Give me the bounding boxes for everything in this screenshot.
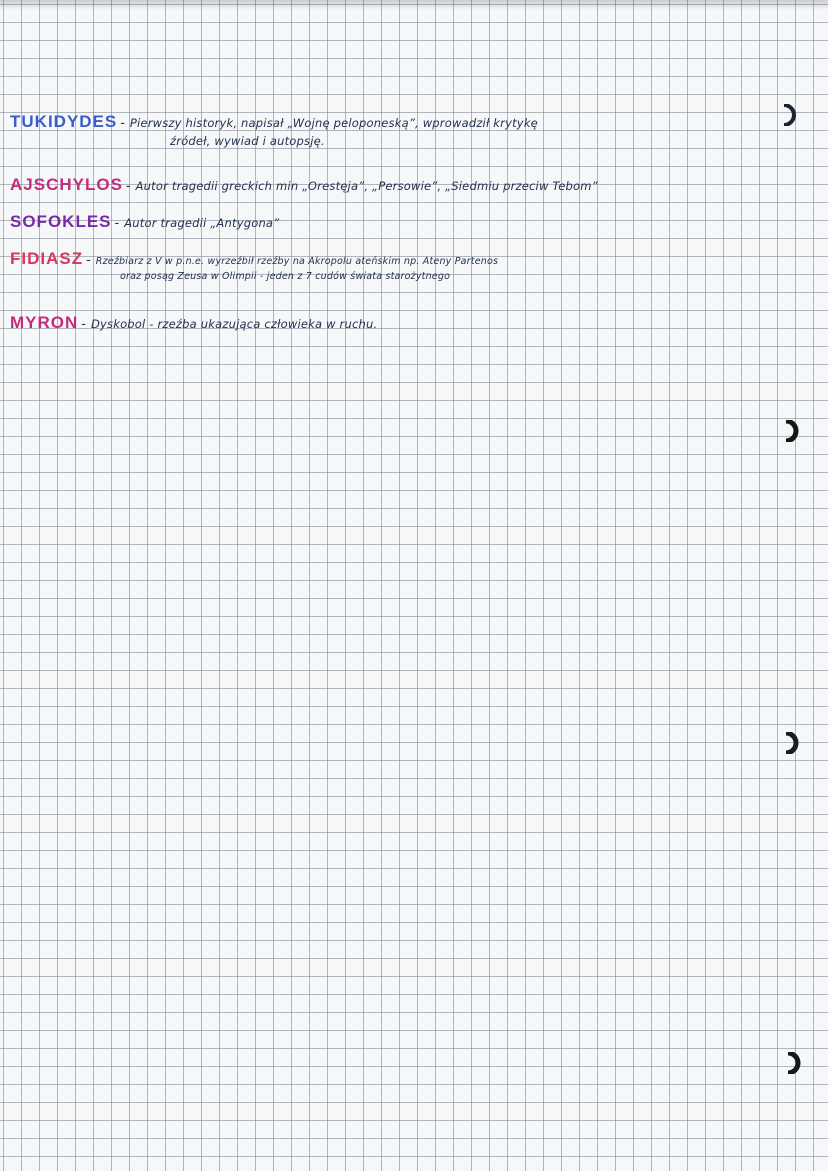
binder-hole-1 — [782, 104, 800, 126]
description-continuation: źródeł, wywiad i autopsję. — [170, 134, 325, 148]
description-line: Dyskobol - rzeźba ukazująca człowieka w ruchu. — [90, 317, 378, 331]
description-line: Autor tragedii greckich min „Orestęja”, „Persowie”, „Siedmiu przeciw Tebom” — [135, 179, 598, 193]
term-fidiasz: FIDIASZ — [10, 249, 84, 268]
term-dash: - — [114, 214, 120, 230]
description-line: Autor tragedii „Antygona” — [124, 216, 280, 230]
note-ajschylos — [10, 175, 598, 195]
term-ajschylos: AJSCHYLOS — [10, 175, 123, 194]
binder-hole-3 — [784, 732, 802, 754]
binder-hole-4 — [786, 1052, 804, 1074]
note-sofokles — [10, 212, 279, 232]
note-fidiasz — [10, 249, 498, 269]
description-line: Pierwszy historyk, napisał „Wojnę peloponeską”, wprowadził krytykę — [129, 116, 538, 130]
term-tukidydes: TUKIDYDES — [10, 112, 118, 131]
binder-hole-2 — [784, 420, 802, 442]
term-sofokles: SOFOKLES — [10, 212, 112, 231]
term-dash: - — [120, 114, 125, 130]
term-dash: - — [125, 177, 131, 193]
note-myron — [10, 313, 377, 333]
term-dash: - — [86, 251, 91, 267]
term-myron: MYRON — [10, 313, 79, 332]
description-line: Rzeźbiarz z V w p.n.e. wyrzeźbił rzeźby na Akropolu ateńskim np. Ateny Partenos — [95, 256, 499, 267]
term-dash: - — [81, 315, 86, 331]
note-tukidydes — [10, 112, 538, 132]
description-continuation: oraz posąg Zeusa w Olimpii - jeden z 7 cudów świata starożytnego — [120, 271, 451, 282]
page-top-shadow — [0, 0, 828, 10]
